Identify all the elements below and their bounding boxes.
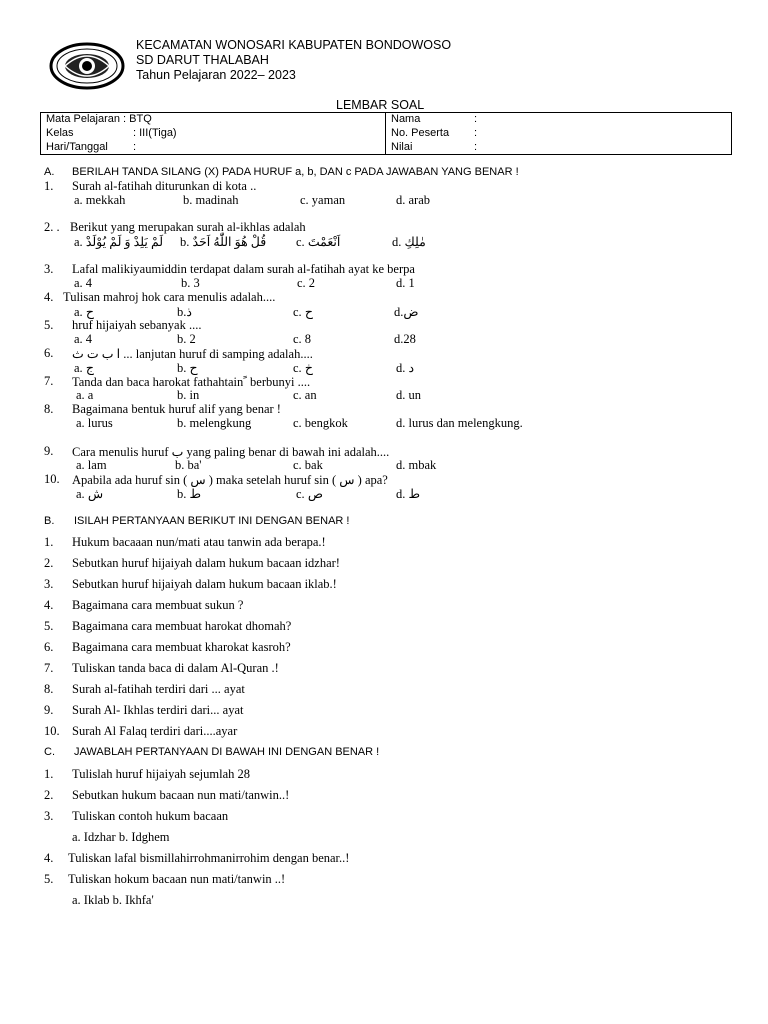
info-nama-value[interactable]: : <box>474 113 478 125</box>
b9-text: Surah Al- Ikhlas terdiri dari... ayat <box>72 703 244 717</box>
a7-num: 7. <box>44 374 54 388</box>
a8-text: Bagaimana bentuk huruf alif yang benar ! <box>72 402 281 416</box>
a3-opt-c[interactable]: c. 2 <box>297 276 316 290</box>
a8-opt-c[interactable]: c. bengkok <box>293 416 348 430</box>
a1-opt-c[interactable]: c. yaman <box>300 193 346 207</box>
info-peserta-label: No. Peserta <box>391 127 450 139</box>
b8-num: 8. <box>44 682 54 696</box>
a4-opt-a[interactable]: a. ح <box>74 305 94 319</box>
a8-opt-b[interactable]: b. melengkung <box>177 416 252 430</box>
info-nama-label: Nama <box>391 113 421 125</box>
c3-text: Tuliskan contoh hukum bacaan <box>72 809 229 823</box>
a5-opt-c[interactable]: c. 8 <box>293 332 312 346</box>
a3-num: 3. <box>44 262 54 276</box>
info-mapel: Mata Pelajaran : BTQ <box>46 113 152 125</box>
b3-num: 3. <box>44 577 54 591</box>
a4-text: Tulisan mahroj hok cara menulis adalah.... <box>63 290 276 304</box>
a5-opt-d[interactable]: d.28 <box>394 332 416 346</box>
a6-opt-a[interactable]: a. ج <box>74 361 94 375</box>
a8-opt-a[interactable]: a. lurus <box>76 416 113 430</box>
a2-opt-b[interactable]: b. قُلْ هُوَ اللّٰهُ اَحَدٌ <box>180 235 267 249</box>
a3-opt-d[interactable]: d. 1 <box>396 276 415 290</box>
b2-text: Sebutkan huruf hijaiyah dalam hukum bacaan idzhar! <box>72 556 340 570</box>
a9-text: Cara menulis huruf ب yang paling benar di bawah ini adalah.... <box>72 445 390 459</box>
a5-opt-b[interactable]: b. 2 <box>177 332 196 346</box>
a9-opt-c[interactable]: c. bak <box>293 458 323 472</box>
a4-opt-b[interactable]: b.ذ <box>177 305 192 319</box>
c3-num: 3. <box>44 809 54 823</box>
section-c-letter: C. <box>44 746 55 758</box>
a2-opt-d[interactable]: d. مٰلِكِ <box>392 235 426 249</box>
a10-opt-a[interactable]: a. ش <box>76 487 104 501</box>
c4-num: 4. <box>44 851 54 865</box>
a9-num: 9. <box>44 444 54 458</box>
a9-opt-b[interactable]: b. ba' <box>175 458 202 472</box>
b2-num: 2. <box>44 556 54 570</box>
info-divider <box>385 112 386 155</box>
a3-text: Lafal malikiyaumiddin terdapat dalam surah al-fatihah ayat ke berpa <box>72 262 415 276</box>
b7-text: Tuliskan tanda baca di dalam Al-Quran .! <box>72 661 279 675</box>
info-nilai-label: Nilai <box>391 141 413 153</box>
b6-text: Bagaimana cara membuat kharokat kasroh? <box>72 640 291 654</box>
info-hari-value[interactable]: : <box>133 141 137 153</box>
c1-text: Tulislah huruf hijaiyah sejumlah 28 <box>72 767 250 781</box>
b4-text: Bagaimana cara membuat sukun ? <box>72 598 244 612</box>
a1-opt-d[interactable]: d. arab <box>396 193 431 207</box>
b6-num: 6. <box>44 640 54 654</box>
c5-num: 5. <box>44 872 54 886</box>
section-b-letter: B. <box>44 515 55 527</box>
a7-opt-a[interactable]: a. a <box>76 388 94 402</box>
a1-num: 1. <box>44 179 54 193</box>
a2-opt-a[interactable]: a. لَمْ يَلِدْ وَ لَمْ يُوْلَدْ <box>74 235 164 249</box>
a10-text: Apabila ada huruf sin ( س ) maka setelah huruf sin ( س ) apa? <box>72 473 388 487</box>
a8-num: 8. <box>44 402 54 416</box>
a1-opt-a[interactable]: a. mekkah <box>74 193 126 207</box>
info-peserta-value[interactable]: : <box>474 127 478 139</box>
a10-opt-b[interactable]: b. ط <box>177 487 202 501</box>
a7-opt-d[interactable]: d. un <box>396 388 421 402</box>
info-kelas-value: : III(Tiga) <box>133 127 177 139</box>
b1-text: Hukum bacaaan nun/mati atau tanwin ada berapa.! <box>72 535 326 549</box>
b7-num: 7. <box>44 661 54 675</box>
a9-opt-a[interactable]: a. lam <box>76 458 107 472</box>
a4-opt-c[interactable]: c. ح <box>293 305 313 319</box>
a10-opt-d[interactable]: d. ط <box>396 487 421 501</box>
c2-text: Sebutkan hukum bacaan nun mati/tanwin..! <box>72 788 290 802</box>
a6-opt-b[interactable]: b. ح <box>177 361 198 375</box>
a6-opt-d[interactable]: d. د <box>396 361 415 375</box>
b1-num: 1. <box>44 535 54 549</box>
c4-text: Tuliskan lafal bismillahirrohmanirrohim dengan benar..! <box>68 851 350 865</box>
a2-text: Berikut yang merupakan surah al-ikhlas adalah <box>70 220 306 234</box>
a3-opt-a[interactable]: a. 4 <box>74 276 93 290</box>
a1-text: Surah al-fatihah diturunkan di kota .. <box>72 179 257 193</box>
doc-title: LEMBAR SOAL <box>336 98 425 112</box>
c5-sub: a. Iklab b. Ikhfa' <box>72 893 154 907</box>
a3-opt-b[interactable]: b. 3 <box>181 276 200 290</box>
b3-text: Sebutkan huruf hijaiyah dalam hukum bacaan iklab.! <box>72 577 337 591</box>
c1-num: 1. <box>44 767 54 781</box>
a7-text: Tanda dan baca harokat fathahtain ً berbunyi .... <box>72 375 311 389</box>
a9-opt-d[interactable]: d. mbak <box>396 458 437 472</box>
a2-num: 2. . <box>44 220 60 234</box>
a7-opt-c[interactable]: c. an <box>293 388 317 402</box>
b5-num: 5. <box>44 619 54 633</box>
header-year: Tahun Pelajaran 2022– 2023 <box>136 68 296 82</box>
a4-num: 4. <box>44 290 54 304</box>
a5-opt-a[interactable]: a. 4 <box>74 332 93 346</box>
section-c-title: JAWABLAH PERTANYAAN DI BAWAH INI DENGAN BENAR ! <box>74 746 380 758</box>
a8-opt-d[interactable]: d. lurus dan melengkung. <box>396 416 523 430</box>
b8-text: Surah al-fatihah terdiri dari ... ayat <box>72 682 245 696</box>
school-logo <box>48 42 126 90</box>
a5-num: 5. <box>44 318 54 332</box>
section-a-letter: A. <box>44 166 55 178</box>
info-nilai-value[interactable]: : <box>474 141 478 153</box>
c3-sub: a. Idzhar b. Idghem <box>72 830 170 844</box>
a7-opt-b[interactable]: b. in <box>177 388 200 402</box>
a6-text: ا ب ت ث ... lanjutan huruf di samping adalah.... <box>72 347 313 361</box>
b9-num: 9. <box>44 703 54 717</box>
header-district: KECAMATAN WONOSARI KABUPATEN BONDOWOSO <box>136 38 452 52</box>
section-a-title: BERILAH TANDA SILANG (X) PADA HURUF a, b, DAN c PADA JAWABAN YANG BENAR ! <box>72 166 519 178</box>
a10-num: 10. <box>44 472 60 486</box>
info-kelas-label: Kelas <box>46 127 74 139</box>
a4-opt-d[interactable]: d.ض <box>394 305 419 319</box>
b10-text: Surah Al Falaq terdiri dari....ayar <box>72 724 238 738</box>
a5-text: hruf hijaiyah sebanyak .... <box>72 318 202 332</box>
b4-num: 4. <box>44 598 54 612</box>
a6-num: 6. <box>44 346 54 360</box>
a1-opt-b[interactable]: b. madinah <box>183 193 239 207</box>
info-hari-label: Hari/Tanggal <box>46 141 108 153</box>
c5-text: Tuliskan hokum bacaan nun mati/tanwin ..! <box>68 872 286 886</box>
section-b-title: ISILAH PERTANYAAN BERIKUT INI DENGAN BENAR ! <box>74 515 350 527</box>
header-school: SD DARUT THALABAH <box>136 53 269 67</box>
b10-num: 10. <box>44 724 60 738</box>
a10-opt-c[interactable]: c. ص <box>296 487 323 501</box>
b5-text: Bagaimana cara membuat harokat dhomah? <box>72 619 292 633</box>
a2-opt-c[interactable]: c. اَنْعَمْتَ <box>296 235 341 249</box>
a6-opt-c[interactable]: c. خ <box>293 361 313 375</box>
c2-num: 2. <box>44 788 54 802</box>
